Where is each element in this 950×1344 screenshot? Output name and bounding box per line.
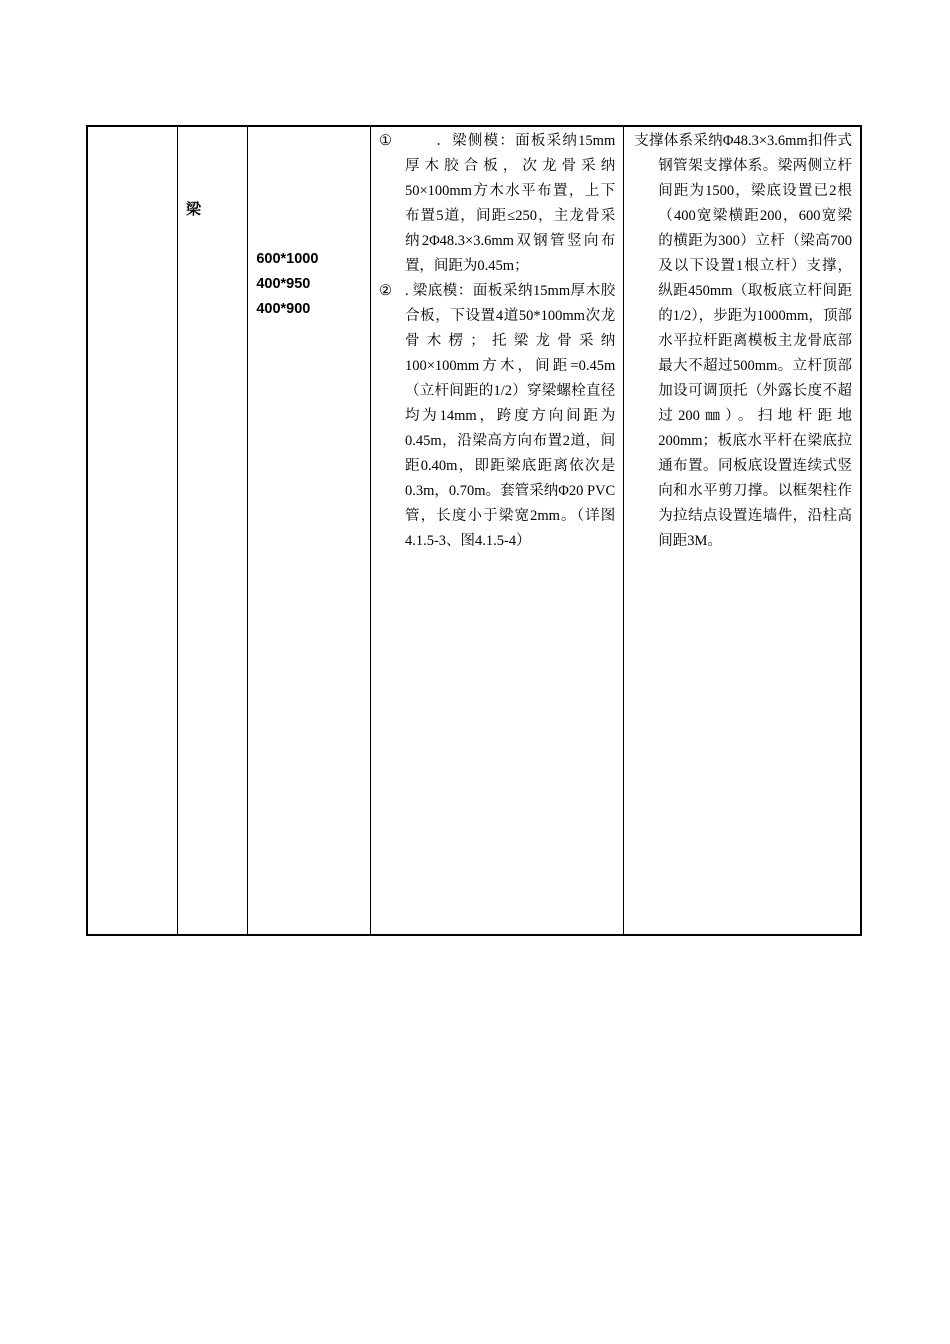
member-type-cell: 梁	[177, 126, 247, 935]
method-item	[379, 129, 615, 279]
item-text: ．梁侧模：面板采纳15mm厚木胶合板，次龙骨采纳50×100mm方木水平布置，上下布置5道，间距≤250，主龙骨采纳2Φ48.3×3.6mm双钢管竖向布置，间距为0.45m；	[404, 133, 616, 274]
section-sizes-cell	[248, 126, 371, 935]
section-size: 400*900	[256, 301, 311, 317]
item-number: ①	[378, 133, 392, 149]
formwork-method-cell	[370, 126, 623, 935]
support-text: 支撑体系采纳Φ48.3×3.6mm扣件式钢管架支撑体系。梁两侧立杆间距为1500，梁底设置已2根（400宽梁横距200，600宽梁的横距为300）立杆（梁高700及以下设置1根立杆）支撑，纵距450mm（取板底立杆间距的1/2），步距为1000mm，顶部水平拉杆距离模板主龙骨底部最大不超过500mm。立杆顶部加设可调顶托（外露长度不超过200㎜）。扫地杆距地200mm；板底水平杆在梁底拉通布置。同板底设置连续式竖向和水平剪刀撑。以框架柱作为拉结点设置连墙件，沿柱高间距3M。	[634, 133, 852, 549]
item-text: . 梁底模：面板采纳15mm厚木胶合板，下设置4道50*100mm次龙骨木楞；托梁龙骨采纳100×100mm方木，间距=0.45m（立杆间距的1/2）穿梁螺栓直径均为14mm，跨度方向间距为0.45m，沿梁高方向布置2道，间距0.40m，即距梁底距离依次是0.3m，0.70m。套管采纳Φ20 PVC管，长度小于梁宽2mm。（详图4.1.5-3、图4.1.5-4）	[404, 283, 616, 549]
section-size: 400*950	[256, 276, 311, 292]
formwork-spec-table	[86, 125, 862, 936]
section-size: 600*1000	[256, 251, 319, 267]
method-item	[379, 279, 615, 554]
table-row	[87, 126, 861, 935]
empty-category-cell	[87, 126, 177, 935]
support-system-cell	[624, 126, 861, 935]
item-number: ②	[378, 283, 392, 299]
